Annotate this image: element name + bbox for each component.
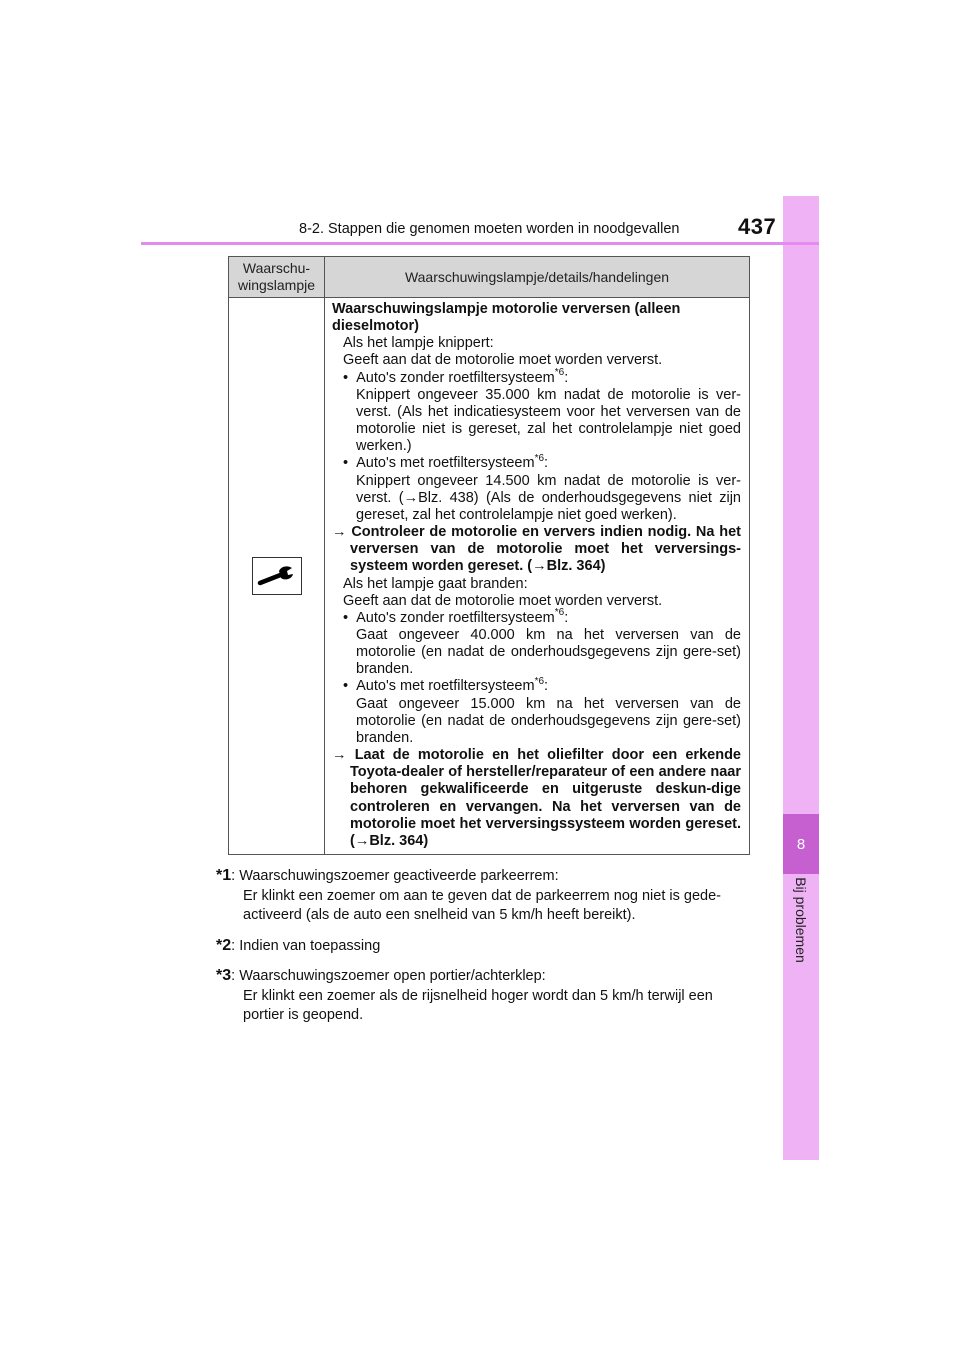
footnote-1 xyxy=(216,866,746,926)
lit-no-filter-label: Auto's zonder roetfiltersysteem xyxy=(356,609,555,626)
column-header-lamp-text: Waarschu- wingslampje xyxy=(237,260,316,293)
blink-heading: Als het lampje knippert: xyxy=(343,335,494,352)
arrow-icon: → xyxy=(332,747,347,764)
footnote-2-first xyxy=(216,936,746,957)
footnote-marker: *1 xyxy=(216,867,232,884)
warning-table xyxy=(228,256,750,855)
footnote-3-first xyxy=(216,966,746,987)
bullet-dot: • xyxy=(343,609,349,626)
lit-meaning: Geeft aan dat de motorolie moet worden ververst. xyxy=(343,592,663,609)
footnote-ref: *6 xyxy=(554,606,565,618)
footnote-3-title: Waarschuwingszoemer open portier/achterklep: xyxy=(239,968,546,984)
bullet-dot: • xyxy=(343,455,349,472)
chapter-number: 8 xyxy=(796,836,806,853)
footnote-1-text: Er klinkt een zoemer om aan te geven dat de parkeerrem nog niet is gede-activeerd (als de auto een snelheid van 5 km/h heeft bereikt). xyxy=(243,887,721,923)
action-replace-oil xyxy=(332,747,741,850)
lit-no-filter-text: Gaat ongeveer 40.000 km na het verversen van de motorolie (en nadat de onderhoudsgegevens zijn gere-set) branden. xyxy=(356,626,741,678)
colon: : xyxy=(231,868,236,884)
table-header-row xyxy=(229,257,750,298)
section-title: 8-2. Stappen die genomen moeten worden in noodgevallen xyxy=(299,221,680,237)
arrow-icon: → xyxy=(332,524,347,541)
blink-meaning: Geeft aan dat de motorolie moet worden ververst. xyxy=(343,352,663,369)
wrench-icon xyxy=(252,557,302,595)
details-cell xyxy=(325,298,750,855)
lit-filter-label: Auto's met roetfiltersysteem xyxy=(356,678,535,695)
action-replace-oil-text: Laat de motorolie en het oliefilter door een erkende Toyota-dealer of hersteller/reparateur of een andere naar behoren gekwalificeerde en uitgeruste deskun-dige controleren en vervangen. Na het verversen van de motorolie moet het verversingssysteem worden gereset. (→Blz. 364) xyxy=(350,747,741,849)
footnote-marker: *2 xyxy=(216,936,232,954)
footnote-3 xyxy=(216,966,746,1026)
side-tab-band xyxy=(783,196,819,1160)
footnote-3-text: Er klinkt een zoemer als de rijsnelheid hoger wordt dan 5 km/h terwijl een portier is geopend. xyxy=(243,987,713,1023)
action-check-oil-text: Controleer de motorolie en ververs indien nodig. Na het verversen van de motorolie moet het verversings-systeem worden gereset. (→Blz. 364) xyxy=(350,524,742,575)
footnote-2 xyxy=(216,936,746,957)
footnotes xyxy=(216,866,746,1036)
lit-filter-text: Gaat ongeveer 15.000 km na het verversen van de motorolie (en nadat de onderhoudsgegevens zijn gere-set) branden. xyxy=(356,695,741,746)
header-rule xyxy=(141,242,819,245)
blink-filter-label: Auto's met roetfiltersysteem xyxy=(356,455,535,472)
table-row xyxy=(229,298,750,855)
side-tab-chapter[interactable] xyxy=(783,814,819,874)
footnote-2-title: Indien van toepassing xyxy=(239,937,381,954)
blink-filter-item xyxy=(332,452,741,472)
blink-filter-text: Knippert ongeveer 14.500 km nadat de motorolie is ver-verst. (→Blz. 438) (Als de onderhoudsgegevens niet zijn gereset, zal het controlelampje niet goed werken). xyxy=(356,472,741,523)
column-header-lamp xyxy=(229,257,325,298)
footnote-marker: *3 xyxy=(216,967,232,984)
footnote-ref: *6 xyxy=(534,452,545,464)
chapter-label: Bij problemen xyxy=(793,877,809,963)
action-check-oil xyxy=(332,524,741,575)
colon: : xyxy=(564,609,569,626)
footnote-1-first xyxy=(216,866,746,887)
blink-no-filter-label: Auto's zonder roetfiltersysteem xyxy=(356,369,555,386)
lit-heading: Als het lampje gaat branden: xyxy=(343,575,528,592)
footnote-ref: *6 xyxy=(534,675,545,687)
blink-no-filter-item xyxy=(332,366,741,387)
footnote-1-title: Waarschuwingszoemer geactiveerde parkeerrem: xyxy=(239,868,559,884)
bullet-dot: • xyxy=(343,678,349,695)
bullet-dot: • xyxy=(343,369,349,386)
lamp-cell xyxy=(229,298,325,855)
warning-title: Waarschuwingslampje motorolie verversen (alleen dieselmotor) xyxy=(332,301,681,335)
page-number: 437 xyxy=(738,214,777,239)
colon: : xyxy=(544,455,549,472)
lit-no-filter-item xyxy=(332,606,741,627)
column-header-details: Waarschuwingslampje/details/handelingen xyxy=(325,257,750,298)
colon: : xyxy=(231,937,236,954)
colon: : xyxy=(544,678,549,695)
blink-no-filter-text: Knippert ongeveer 35.000 km nadat de motorolie is ver-verst. (Als het indicatiesysteem voor het verversen van de motorolie niet is gereset, zal het controlelampje niet goed werken.) xyxy=(356,386,741,455)
footnote-ref: *6 xyxy=(554,366,565,378)
colon: : xyxy=(564,369,569,386)
colon: : xyxy=(231,968,236,984)
lit-filter-item xyxy=(332,675,741,695)
